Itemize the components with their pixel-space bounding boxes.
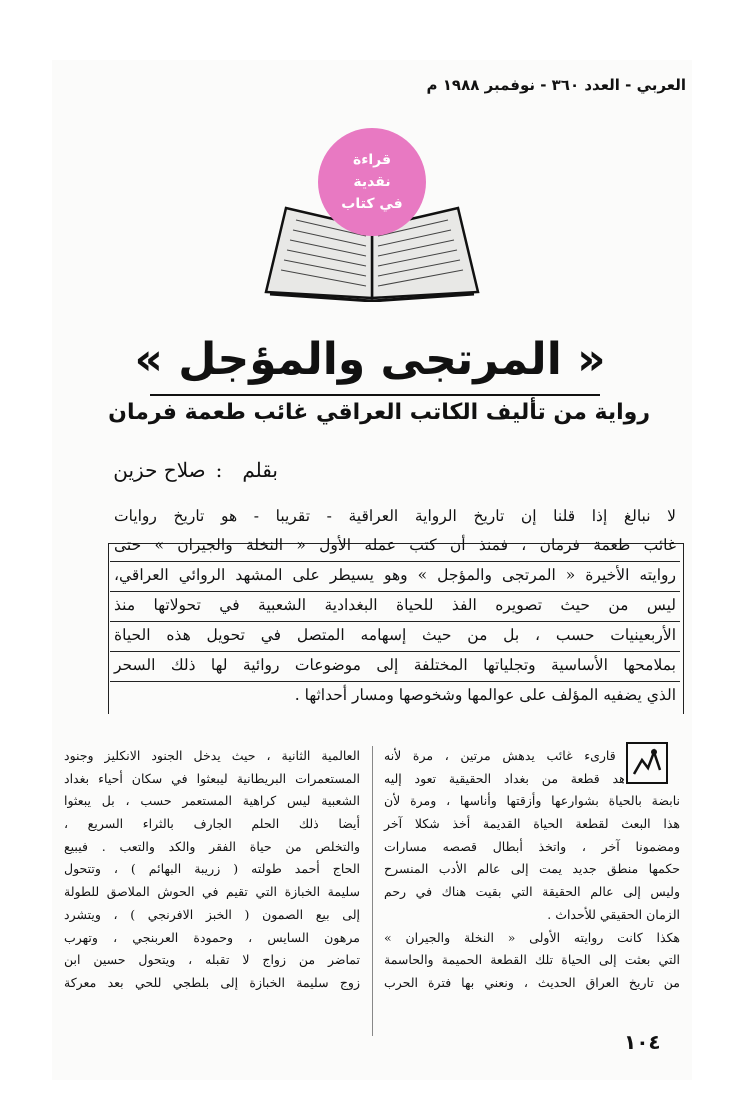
body-line: والتخلص من حياة الفقر والكد والتعب . فيبيع bbox=[64, 838, 360, 854]
body-line: الشعبية ليس كراهية المستعمر حسب ، بل يبعثوا bbox=[64, 793, 360, 809]
issue-header: العربي - العدد ٣٦٠ - نوفمبر ١٩٨٨ م bbox=[426, 76, 686, 94]
body-line: هكذا كانت روايته الأولى « النخلة والجيران » bbox=[384, 929, 680, 945]
body-line: إن قارىء غائب يدهش مرتين ، مرة لأنه bbox=[384, 748, 640, 763]
column-divider bbox=[372, 746, 373, 1036]
body-line: تماضر من زواج لا تقبله ، ويتحول حسين ابن bbox=[64, 952, 360, 968]
article-subtitle: رواية من تأليف الكاتب العراقي غائب طعمة فرمان bbox=[108, 400, 650, 425]
body-line: أيضا ذلك الحلم الجارف بالثراء السريع ، bbox=[64, 816, 360, 832]
intro-line: ليس من حيث تصويره الفذ للحياة البغدادية الشعبية في تحولاتها منذ bbox=[110, 592, 680, 622]
intro-line: الأربعينيات حسب ، بل من حيث إسهامه المتصل في تحويل هذه الحياة bbox=[110, 622, 680, 652]
body-line: نابضة بالحياة بشوارعها وأزقتها وأناسها ، ومرة لأن bbox=[384, 793, 680, 809]
intro-line: الذي يضفيه المؤلف على عوالمها وشخوصها ومسار أحداثها . bbox=[294, 686, 676, 704]
body-line: من تاريخ العراق الحديث ، ونعني بها فترة الحرب bbox=[384, 974, 680, 990]
body-line: وليس إلى عالم الحقيقة التي بقيت هناك في رحم bbox=[384, 884, 680, 900]
intro-line: بملامحها الأساسية وتجلياتها المختلفة إلى موضوعات روائية لها ذلك السحر bbox=[110, 652, 680, 682]
body-line: الحاج أحمد طولته ( زريبة البهائم ) ، وتتحول bbox=[64, 861, 360, 877]
body-column-left bbox=[62, 745, 362, 995]
critical-reading-badge bbox=[318, 128, 426, 236]
intro-line: روايته الأخيرة « المرتجى والمؤجل » وهو يسيطر على المشهد الروائي العراقي، bbox=[110, 562, 680, 592]
body-line: العالمية الثانية ، حيث يدخل الجنود الانكليز وجنود bbox=[64, 748, 360, 763]
body-line: شاهد قطعة من بغداد الحقيقية تعود إليه bbox=[384, 770, 640, 786]
small-logo-icon bbox=[624, 740, 670, 786]
body-line: مرهون السايس ، وحمودة العربنجي ، وتهرب bbox=[64, 929, 360, 945]
body-line: الزمان الحقيقي للأحداث . bbox=[547, 906, 680, 922]
byline-label: بقلم bbox=[242, 458, 278, 482]
body-line: هذا البعث لقطعة الحياة القديمة أخذ شكلا آخر bbox=[384, 816, 680, 832]
body-line: سليمة الخبازة التي تقيم في الحوش الملاصق للطولة bbox=[64, 884, 360, 900]
badge-line-3: في كتاب bbox=[341, 196, 403, 212]
article-title: « المرتجى والمؤجل » bbox=[134, 334, 606, 385]
body-line: زوج سليمة الخبازة إلى بلطجي للحي بعد معركة bbox=[64, 974, 360, 990]
author-name: صلاح حزين bbox=[113, 458, 206, 482]
intro-paragraph bbox=[110, 503, 680, 711]
intro-line: لا نبالغ إذا قلنا إن تاريخ الرواية العراقية - تقريبا - هو تاريخ روايات bbox=[114, 507, 676, 525]
byline: بقلم:صلاح حزين bbox=[113, 458, 278, 482]
intro-line: غائب طعمة فرمان ، فمنذ أن كتب عمله الأول « النخلة والجيران » حتى bbox=[110, 532, 680, 562]
badge-line-2: نقدية bbox=[353, 174, 391, 190]
body-line: التي بعثت إلى الحياة تلك القطعة الحميمة والحاسمة bbox=[384, 952, 680, 968]
body-line: حكمها منطق جديد يمت إلى عالم الأدب المنسرح bbox=[384, 861, 680, 877]
body-line: ومضمونا آخر ، واتخذ أبطال قصصه مسارات bbox=[384, 838, 680, 854]
body-line: المستعمرات البريطانية ليبعثوا في سكان أحياء بغداد bbox=[64, 770, 360, 786]
page-number: ١٠٤ bbox=[624, 1030, 661, 1054]
badge-line-1: قراءة bbox=[352, 152, 392, 168]
body-line: إلى بيع الصمون ( الخبز الافرنجي ) ، ويتشرد bbox=[64, 906, 360, 922]
